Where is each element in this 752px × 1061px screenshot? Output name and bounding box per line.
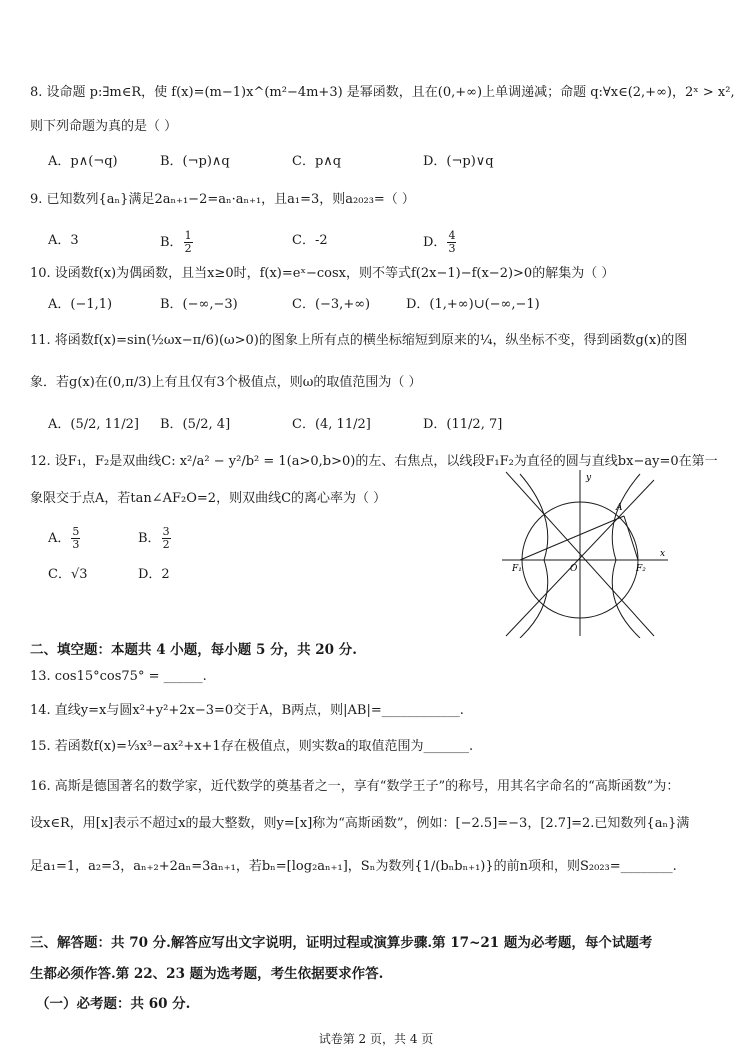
q9-option-b [160, 230, 194, 255]
section-3-line1: 三、解答题：共 70 分.解答应写出文字说明，证明过程或演算步骤.第 17~21 题为必考题，每个试题考 [30, 935, 653, 951]
q12-stem-line1: 12. 设F₁，F₂是双曲线C: x²/a² − y²/b² = 1(a>0,b>0)的左、右焦点，以线段F₁F₂为直径的圆与直线bx−ay=0在第一 [30, 454, 718, 469]
q9-option-c: C．-2 [292, 233, 328, 248]
q9-option-b-fraction [184, 230, 193, 255]
q11-option-d: D．(11/2, 7] [423, 417, 503, 432]
label-y: y [586, 473, 592, 483]
q10-stem: 10. 设函数f(x)为偶函数，且当x≥0时，f(x)=eˣ−cosx，则不等式f(2x−1)−f(x−2)>0的解集为（ ） [30, 266, 615, 281]
q10-option-c: C．(−3,+∞) [292, 297, 371, 312]
q12-option-a [48, 526, 81, 551]
q10-option-d: D．(1,+∞)∪(−∞,−1) [406, 297, 540, 312]
q16-line1: 16. 高斯是德国著名的数学家，近代数学的奠基者之一，享有“数学王子”的称号，用其名字命名的“高斯函数”为： [30, 779, 680, 794]
q16-line3: 足a₁=1，a₂=3，aₙ₊₂+2aₙ=3aₙ₊₁，若bₙ=[log₂aₙ₊₁]，Sₙ为数列{1/(bₙbₙ₊₁)}的前n项和，则S₂₀₂₃=________. [30, 859, 677, 874]
q8-stem-line2: 则下列命题为真的是（ ） [30, 119, 178, 134]
q12-option-a-denominator: 3 [72, 538, 80, 551]
q9-option-b-numerator: 1 [184, 229, 192, 242]
q15-text: 15. 若函数f(x)=⅓x³−ax²+x+1存在极值点，则实数a的取值范围为_______. [30, 739, 474, 754]
label-x: x [660, 549, 666, 559]
section-3-line2: 生都必须作答.第 22、23 题为选考题，考生依据要求作答. [30, 966, 384, 982]
q11-option-b: B．(5/2, 4] [160, 417, 231, 432]
q12-option-b [138, 526, 172, 551]
label-f1: F₁ [512, 564, 522, 574]
hyperbola-figure [498, 468, 670, 638]
q12-option-a-fraction [71, 526, 80, 551]
q12-option-b-denominator: 2 [162, 538, 170, 551]
q8-option-a: A．p∧(¬q) [48, 154, 118, 169]
q9-option-b-label: B． [160, 235, 183, 250]
q9-option-d-fraction [447, 230, 456, 255]
q14-text: 14. 直线y=x与圆x²+y²+2x−3=0交于A，B两点，则|AB|=____________. [30, 703, 464, 718]
section-2-title: 二、填空题：本题共 4 小题，每小题 5 分，共 20 分. [30, 642, 357, 658]
q10-option-b: B．(−∞,−3) [160, 297, 238, 312]
q11-option-c: C．(4, 11/2] [292, 417, 371, 432]
segment-a-f2 [624, 516, 638, 560]
q9-option-d-denominator: 3 [448, 242, 456, 255]
label-f2: F₂ [636, 564, 646, 574]
q12-option-a-numerator: 5 [72, 525, 80, 538]
q12-option-c: C．√3 [48, 567, 88, 582]
q12-option-b-numerator: 3 [162, 525, 170, 538]
q10-option-a: A．(−1,1) [48, 297, 113, 312]
page-footer: 试卷第 2 页，共 4 页 [318, 1032, 434, 1046]
q12-option-b-fraction [162, 526, 171, 551]
q9-option-d-label: D． [423, 235, 447, 250]
q8-option-c: C．p∧q [292, 154, 342, 169]
section-3-subtitle: （一）必考题：共 60 分. [36, 996, 191, 1012]
q8-option-b: B．(¬p)∧q [160, 154, 230, 169]
q12-option-d: D．2 [138, 567, 170, 582]
q12-option-b-label: B． [138, 531, 161, 546]
q9-option-d [423, 230, 457, 255]
hyperbola-left-branch [520, 474, 548, 638]
q9-stem: 9. 已知数列{aₙ}满足2aₙ₊₁−2=aₙ·aₙ₊₁，且a₁=3，则a₂₀₂₃=（ ） [30, 192, 415, 207]
q9-option-b-denominator: 2 [184, 242, 192, 255]
q8-option-d: D．(¬p)∨q [423, 154, 494, 169]
q12-stem-line2: 象限交于点A，若tan∠AF₂O=2，则双曲线C的离心率为（ ） [30, 491, 387, 506]
q16-line2: 设x∈R，用[x]表示不超过x的最大整数，则y=[x]称为“高斯函数”，例如：[−2.5]=−3，[2.7]=2.已知数列{aₙ}满 [30, 816, 690, 831]
q8-stem-line1: 8. 设命题 p:∃m∈R，使 f(x)=(m−1)x^(m²−4m+3) 是幂函数，且在(0,+∞)上单调递减；命题 q:∀x∈(2,+∞)，2ˣ > x², [30, 85, 735, 100]
q13-text: 13. cos15°cos75° = ______. [30, 669, 207, 684]
q9-option-a: A．3 [48, 233, 79, 248]
q11-stem-line1: 11. 将函数f(x)=sin(½ωx−π/6)(ω>0)的图象上所有点的横坐标缩短到原来的¼，纵坐标不变，得到函数g(x)的图 [30, 333, 688, 348]
label-a: A [616, 503, 623, 513]
label-o: O [570, 564, 578, 574]
q9-option-d-numerator: 4 [448, 229, 456, 242]
q11-stem-line2: 象．若g(x)在(0,π/3)上有且仅有3个极值点，则ω的取值范围为（ ） [30, 375, 422, 390]
q12-option-a-label: A． [48, 531, 71, 546]
q11-option-a: A．(5/2, 11/2] [48, 417, 139, 432]
